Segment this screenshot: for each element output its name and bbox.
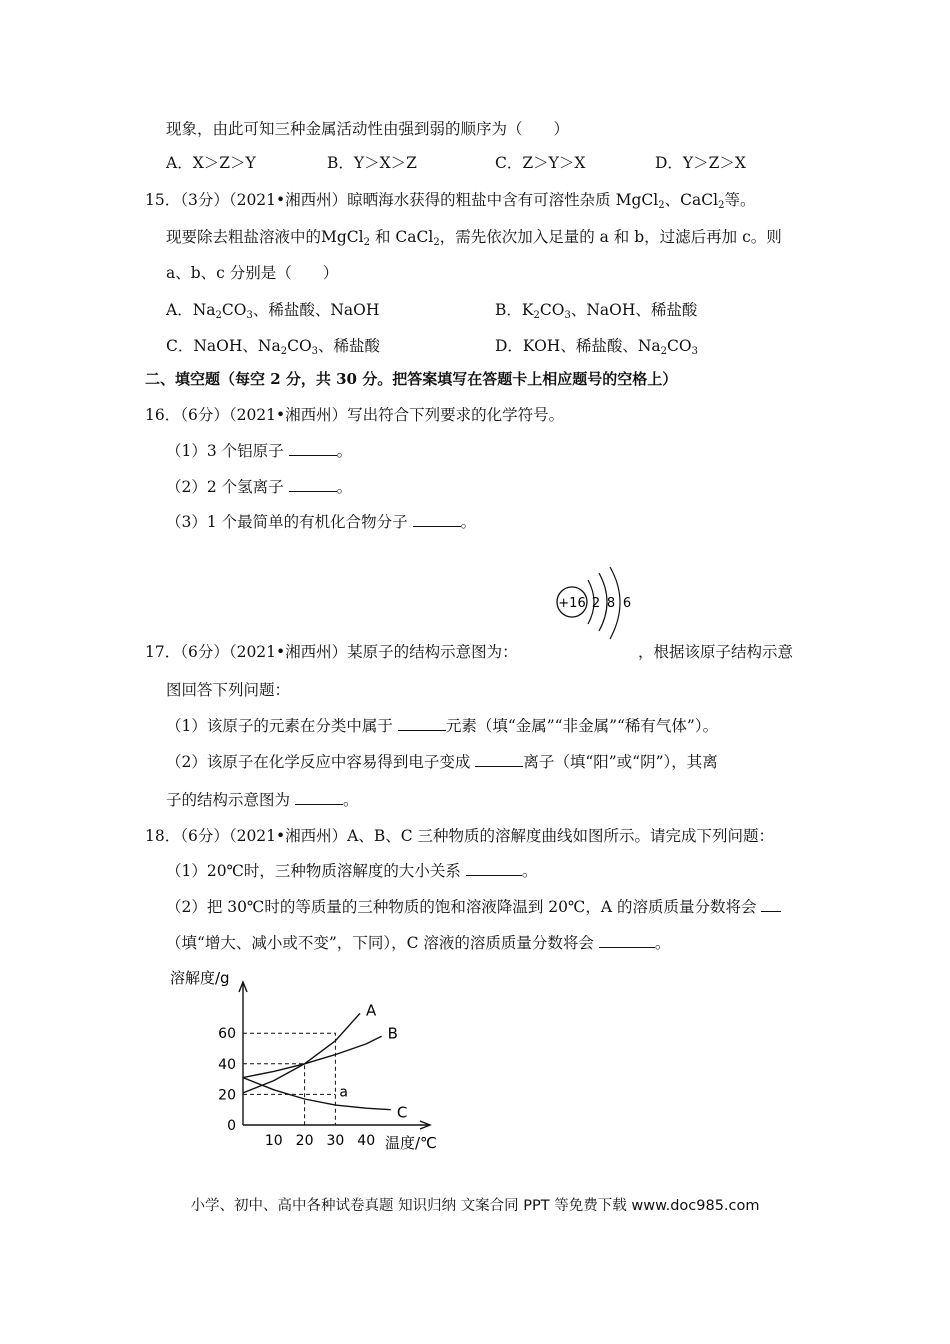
answer-blank[interactable]	[289, 441, 337, 456]
curve-c	[243, 1078, 391, 1110]
x-tick-label: 20	[295, 1133, 314, 1149]
curve-a	[243, 1013, 360, 1093]
q16-item-1: （1）3 个铝原子 。	[166, 442, 353, 460]
electron-count-3: 6	[622, 596, 632, 611]
series-label-c: C	[396, 1103, 408, 1122]
q17-line2: 图回答下列问题：	[166, 681, 291, 699]
curve-b	[243, 1036, 382, 1077]
x-tick-label: 40	[357, 1133, 376, 1149]
atom-structure-diagram	[548, 566, 638, 646]
q17-item-2: （2）该原子在化学反应中容易得到电子变成 离子（填“阳”或“阴”），其离	[166, 753, 718, 771]
series-label-a: A	[366, 1001, 377, 1020]
q15-line3: a、b、c 分别是（ ）	[166, 264, 339, 282]
q14-option-b: B．Y＞X＞Z	[327, 154, 417, 172]
answer-blank[interactable]	[295, 790, 343, 805]
y-tick-label: 40	[218, 1056, 236, 1073]
q16-head: 16．（6分）（2021•湘西州）写出符合下列要求的化学符号。	[145, 406, 565, 424]
answer-blank[interactable]	[413, 512, 461, 527]
q15-option-b: B．$K_2CO_3$、NaOH、稀盐酸	[495, 301, 698, 321]
q14-option-a: A．X＞Z＞Y	[166, 154, 256, 172]
x-axis-label: 温度/℃	[385, 1134, 437, 1152]
q14-stem-end: 现象，由此可知三种金属活动性由强到弱的顺序为（ ）	[166, 120, 570, 138]
q16-item-3: （3）1 个最简单的有机化合物分子 。	[166, 513, 477, 531]
q18-item-2-cont: （填“增大、减小或不变”，下同），C 溶液的溶质质量分数将会 。	[166, 934, 671, 952]
electron-count-1: 2	[591, 596, 601, 611]
guide-line-60	[243, 1033, 335, 1125]
section-2-heading: 二、填空题（每空 2 分，共 30 分。把答案填写在答题卡上相应题号的空格上）	[145, 370, 678, 388]
y-tick-label: 20	[218, 1087, 236, 1104]
q16-item-2: （2）2 个氢离子 。	[166, 478, 353, 496]
page-footer: 小学、初中、高中各种试卷真题 知识归纳 文案合同 PPT 等免费下载 www.doc985.com	[190, 1198, 760, 1214]
q18-item-1: （1）20℃时，三种物质溶解度的大小关系 。	[166, 862, 538, 880]
solubility-chart	[160, 962, 460, 1157]
q17-item-2-cont: 子的结构示意图为 。	[166, 791, 359, 809]
q18-head: 18．（6分）（2021•湘西州）A、B、C 三种物质的溶解度曲线如图所示。请完成下列问题：	[145, 827, 775, 845]
answer-blank[interactable]	[398, 716, 446, 731]
q18-item-2: （2）把 30℃时的等质量的三种物质的饱和溶液降温到 20℃，A 的溶质质量分数将会	[166, 897, 781, 917]
q14-option-d: D．Y＞Z＞X	[655, 154, 746, 172]
y-tick-label: 0	[227, 1118, 236, 1134]
series-label-b: B	[387, 1024, 398, 1043]
electron-shell-2	[599, 573, 607, 631]
q17-head-end: ，根据该原子结构示意	[638, 643, 794, 661]
q14-option-c: C．Z＞Y＞X	[495, 154, 586, 172]
q15-option-a: A．$Na_2CO_3$、稀盐酸、NaOH	[166, 301, 380, 321]
nucleus-charge: +16	[558, 596, 586, 611]
answer-blank[interactable]	[289, 477, 337, 492]
q15-line2: 现要除去粗盐溶液中的MgCl$_2$ 和 CaCl$_2$，需先依次加入足量的 a 和 b，过滤后再加 c。则	[166, 228, 782, 248]
point-label-a: a	[339, 1084, 348, 1101]
q15-head: 15．（3分）（2021•湘西州）晾晒海水获得的粗盐中含有可溶性杂质 MgCl$_2$、CaCl$_2$等。	[145, 191, 756, 211]
q15-option-d: D．KOH、稀盐酸、$Na_2CO_3$	[495, 337, 698, 357]
y-axis-label: 溶解度/g	[170, 969, 230, 987]
q15-option-c: C．NaOH、$Na_2CO_3$、稀盐酸	[166, 337, 381, 357]
answer-blank[interactable]	[599, 933, 655, 948]
y-tick-label: 60	[218, 1026, 236, 1043]
x-tick-label: 30	[326, 1133, 345, 1149]
x-tick-label: 10	[264, 1133, 283, 1149]
electron-count-2: 8	[606, 596, 616, 611]
answer-blank[interactable]	[466, 861, 522, 876]
q17-head: 17．（6分）（2021•湘西州）某原子的结构示意图为：	[145, 643, 518, 661]
q17-item-1: （1）该原子的元素在分类中属于 元素（填“金属”“非金属”“稀有气体”）。	[166, 717, 719, 735]
answer-blank[interactable]	[761, 897, 781, 912]
answer-blank[interactable]	[475, 752, 523, 767]
